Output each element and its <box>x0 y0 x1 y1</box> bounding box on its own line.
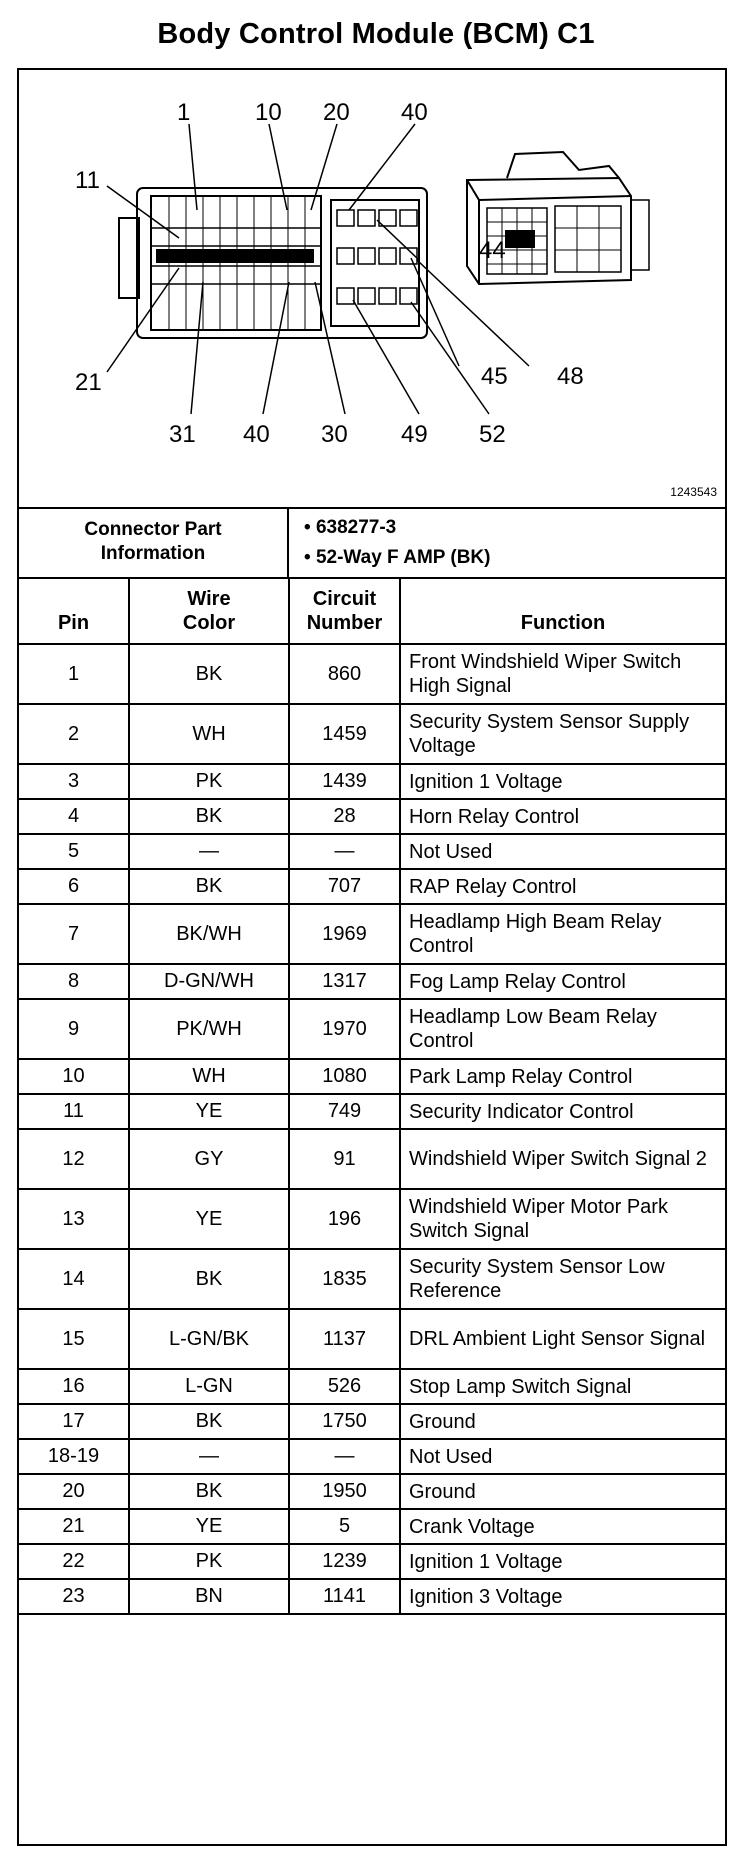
pin-cell: 2 <box>19 704 129 764</box>
callout-44: 44 <box>479 237 506 264</box>
wire-color-cell: BK <box>129 644 289 704</box>
function-cell: Not Used <box>400 834 725 869</box>
header-function: Function <box>400 577 725 644</box>
callout-30: 30 <box>321 421 348 448</box>
function-cell: Stop Lamp Switch Signal <box>400 1369 725 1404</box>
wire-color-cell: — <box>129 1439 289 1474</box>
callout-49: 49 <box>401 421 428 448</box>
connector-diagram-drawing <box>19 70 725 507</box>
wire-color-cell: BK/WH <box>129 904 289 964</box>
pin-cell: 17 <box>19 1404 129 1439</box>
connector-info-label: Connector Part Information <box>19 507 289 577</box>
callout-40-top: 40 <box>401 99 428 126</box>
table-row <box>19 1474 725 1509</box>
terminal-center-strip <box>157 250 313 262</box>
circuit-number-cell: 5 <box>289 1509 400 1544</box>
pin-cell: 7 <box>19 904 129 964</box>
wire-color-cell: YE <box>129 1509 289 1544</box>
connector-part-information <box>19 507 725 579</box>
wire-color-cell: WH <box>129 704 289 764</box>
circuit-number-cell: 1459 <box>289 704 400 764</box>
callout-21: 21 <box>75 369 102 396</box>
circuit-number-cell: 1239 <box>289 1544 400 1579</box>
page-title: Body Control Module (BCM) C1 <box>157 18 595 50</box>
table-row <box>19 1439 725 1474</box>
table-row <box>19 1189 725 1249</box>
function-cell: Ground <box>400 1404 725 1439</box>
function-cell: Crank Voltage <box>400 1509 725 1544</box>
pin-cell: 12 <box>19 1129 129 1189</box>
pinout-rows <box>19 644 725 1614</box>
pin-cell: 8 <box>19 964 129 999</box>
wire-color-cell: PK <box>129 764 289 799</box>
function-cell: Security System Sensor Low Reference <box>400 1249 725 1309</box>
table-row <box>19 1249 725 1309</box>
callout-40-bottom: 40 <box>243 421 270 448</box>
pin-cell: 14 <box>19 1249 129 1309</box>
table-row <box>19 644 725 704</box>
function-cell: Security System Sensor Supply Voltage <box>400 704 725 764</box>
pin-cell: 6 <box>19 869 129 904</box>
table-row <box>19 1094 725 1129</box>
circuit-number-cell: 707 <box>289 869 400 904</box>
circuit-number-cell: — <box>289 1439 400 1474</box>
function-cell: DRL Ambient Light Sensor Signal <box>400 1309 725 1369</box>
pinout-table <box>19 577 725 1615</box>
table-row <box>19 1509 725 1544</box>
function-cell: RAP Relay Control <box>400 869 725 904</box>
function-cell: Ignition 1 Voltage <box>400 1544 725 1579</box>
table-row <box>19 1579 725 1614</box>
circuit-number-cell: 1439 <box>289 764 400 799</box>
table-row <box>19 704 725 764</box>
header-circuit-number: Circuit Number <box>289 577 400 644</box>
function-cell: Not Used <box>400 1439 725 1474</box>
callout-48: 48 <box>557 363 584 390</box>
wire-color-cell: L-GN <box>129 1369 289 1404</box>
connector-part-number: • 638277-3 <box>304 513 490 543</box>
callout-45: 45 <box>481 363 508 390</box>
callout-10: 10 <box>255 99 282 126</box>
header-pin: Pin <box>19 577 129 644</box>
wire-color-cell: WH <box>129 1059 289 1094</box>
function-cell: Ground <box>400 1474 725 1509</box>
function-cell: Windshield Wiper Motor Park Switch Signal <box>400 1189 725 1249</box>
table-row <box>19 964 725 999</box>
wire-color-cell: YE <box>129 1094 289 1129</box>
pin-cell: 16 <box>19 1369 129 1404</box>
circuit-number-cell: 91 <box>289 1129 400 1189</box>
table-row <box>19 999 725 1059</box>
function-cell: Park Lamp Relay Control <box>400 1059 725 1094</box>
pin-cell: 3 <box>19 764 129 799</box>
circuit-number-cell: 1950 <box>289 1474 400 1509</box>
function-cell: Headlamp Low Beam Relay Control <box>400 999 725 1059</box>
connector-part-list <box>304 513 490 573</box>
table-row <box>19 799 725 834</box>
function-cell: Ignition 1 Voltage <box>400 764 725 799</box>
wire-color-cell: BK <box>129 1474 289 1509</box>
pin-cell: 15 <box>19 1309 129 1369</box>
callout-20: 20 <box>323 99 350 126</box>
table-row <box>19 1369 725 1404</box>
pin-cell: 18-19 <box>19 1439 129 1474</box>
circuit-number-cell: 1141 <box>289 1579 400 1614</box>
pin-cell: 1 <box>19 644 129 704</box>
function-cell: Horn Relay Control <box>400 799 725 834</box>
table-row <box>19 764 725 799</box>
callout-11: 11 <box>75 167 100 194</box>
wire-color-cell: BK <box>129 869 289 904</box>
circuit-number-cell: — <box>289 834 400 869</box>
circuit-number-cell: 196 <box>289 1189 400 1249</box>
function-cell: Headlamp High Beam Relay Control <box>400 904 725 964</box>
table-row <box>19 1404 725 1439</box>
circuit-number-cell: 1080 <box>289 1059 400 1094</box>
wire-color-cell: BN <box>129 1579 289 1614</box>
pin-cell: 10 <box>19 1059 129 1094</box>
wire-color-cell: BK <box>129 799 289 834</box>
figure-id: 1243543 <box>670 485 717 499</box>
pin-cell: 5 <box>19 834 129 869</box>
pin-cell: 22 <box>19 1544 129 1579</box>
pin-cell: 13 <box>19 1189 129 1249</box>
table-row <box>19 834 725 869</box>
function-cell: Windshield Wiper Switch Signal 2 <box>400 1129 725 1189</box>
wire-color-cell: BK <box>129 1404 289 1439</box>
table-row <box>19 1059 725 1094</box>
wire-color-cell: PK/WH <box>129 999 289 1059</box>
pin-cell: 11 <box>19 1094 129 1129</box>
wire-color-cell: YE <box>129 1189 289 1249</box>
circuit-number-cell: 1970 <box>289 999 400 1059</box>
function-cell: Ignition 3 Voltage <box>400 1579 725 1614</box>
pin-cell: 20 <box>19 1474 129 1509</box>
connector-description: • 52-Way F AMP (BK) <box>304 543 490 573</box>
circuit-number-cell: 860 <box>289 644 400 704</box>
circuit-number-cell: 749 <box>289 1094 400 1129</box>
connector-diagram <box>19 70 725 509</box>
circuit-number-cell: 28 <box>289 799 400 834</box>
function-cell: Front Windshield Wiper Switch High Signal <box>400 644 725 704</box>
callout-52: 52 <box>479 421 506 448</box>
function-cell: Fog Lamp Relay Control <box>400 964 725 999</box>
pin-cell: 23 <box>19 1579 129 1614</box>
callout-31: 31 <box>169 421 196 448</box>
circuit-number-cell: 1317 <box>289 964 400 999</box>
table-header-row <box>19 577 725 644</box>
pin-cell: 4 <box>19 799 129 834</box>
pin-cell: 9 <box>19 999 129 1059</box>
circuit-number-cell: 1137 <box>289 1309 400 1369</box>
connector-iso-view <box>467 178 631 284</box>
table-row <box>19 1129 725 1189</box>
wire-color-cell: GY <box>129 1129 289 1189</box>
circuit-number-cell: 1835 <box>289 1249 400 1309</box>
header-wire-color: Wire Color <box>129 577 289 644</box>
wire-color-cell: D-GN/WH <box>129 964 289 999</box>
circuit-number-cell: 1750 <box>289 1404 400 1439</box>
function-cell: Security Indicator Control <box>400 1094 725 1129</box>
table-row <box>19 869 725 904</box>
table-row <box>19 904 725 964</box>
callout-1: 1 <box>177 99 191 126</box>
circuit-number-cell: 1969 <box>289 904 400 964</box>
wire-color-cell: L-GN/BK <box>129 1309 289 1369</box>
wire-color-cell: — <box>129 834 289 869</box>
pin-cell: 21 <box>19 1509 129 1544</box>
connector-sheet <box>17 68 727 1846</box>
table-row <box>19 1544 725 1579</box>
table-row <box>19 1309 725 1369</box>
circuit-number-cell: 526 <box>289 1369 400 1404</box>
wire-color-cell: PK <box>129 1544 289 1579</box>
wire-color-cell: BK <box>129 1249 289 1309</box>
